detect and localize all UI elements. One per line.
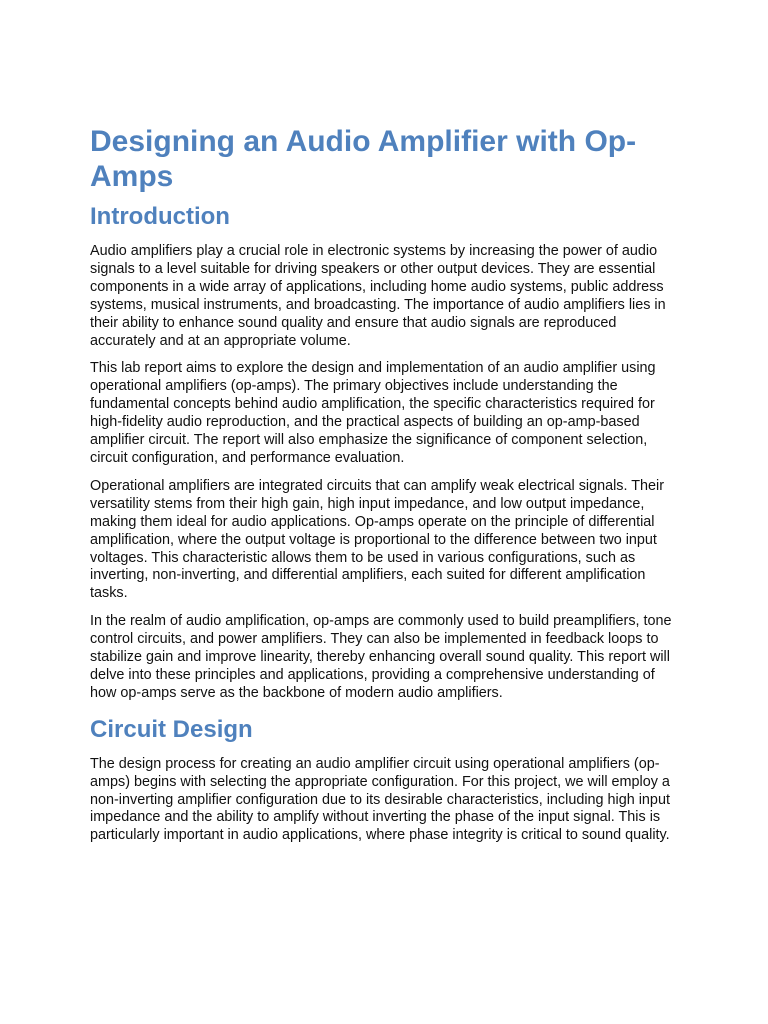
paragraph: The design process for creating an audio amplifier circuit using operational amplifiers (op-amps) begins with selecting the appropriate configuration. For this project, we will employ a non-inverting amplifier configuration due to its desirable characteristics, including high input impedance and the ability to amplify without inverting the phase of the input signal. This is particularly important in audio applications, where phase integrity is critical to sound quality. xyxy=(90,755,670,844)
section-heading-introduction: Introduction xyxy=(90,203,230,230)
paragraph: Operational amplifiers are integrated circuits that can amplify weak electrical signals. Their versatility stems from their high gain, high input impedance, and low output impedance, making them ideal for audio applications. Op-amps operate on the principle of differential amplification, where the output voltage is proportional to the difference between two input voltages. This characteristic allows them to be used in various configurations, such as inverting, non-inverting, and differential amplifiers, each suited for different amplification tasks. xyxy=(90,477,665,602)
section-heading-circuit-design: Circuit Design xyxy=(90,715,253,743)
paragraph: This lab report aims to explore the design and implementation of an audio amplifier using operational amplifiers (op-amps). The primary objectives include understanding the fundamental concepts behind audio amplification, the specific characteristics required for high-fidelity audio reproduction, and the practical aspects of building an op-amp-based amplifier circuit. The report will also emphasize the significance of component selection, circuit configuration, and performance evaluation. xyxy=(90,360,656,466)
document-title: Designing an Audio Amplifier with Op-Amps xyxy=(90,125,637,193)
document-page xyxy=(90,124,682,855)
section-circuit-design xyxy=(90,715,682,846)
section-introduction xyxy=(90,202,682,703)
paragraph: In the realm of audio amplification, op-amps are commonly used to build preamplifiers, tone control circuits, and power amplifiers. They can also be implemented in feedback loops to stabilize gain and improve linearity, thereby enhancing overall sound quality. This report will delve into these principles and applications, providing a comprehensive understanding of how op-amps serve as the backbone of modern audio amplifiers. xyxy=(90,613,672,701)
paragraph: Audio amplifiers play a crucial role in electronic systems by increasing the power of audio signals to a level suitable for driving speakers or other output devices. They are essential components in a wide array of applications, including home audio systems, public address systems, musical instruments, and broadcasting. The importance of audio amplifiers lies in their ability to enhance sound quality and ensure that audio signals are reproduced accurately and at an appropriate volume. xyxy=(90,243,666,349)
